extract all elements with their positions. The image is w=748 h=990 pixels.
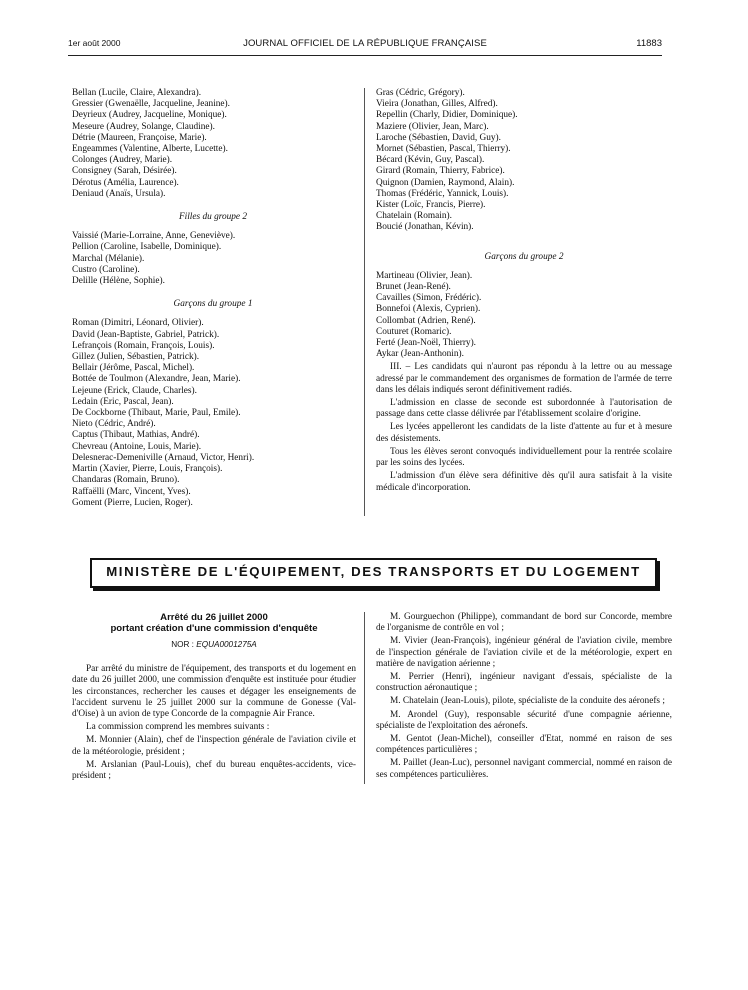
- name-entry: Aykar (Jean-Anthonin).: [376, 349, 464, 360]
- name-entry: Ledain (Eric, Pascal, Jean).: [72, 396, 174, 407]
- name-entry: Goment (Pierre, Lucien, Roger).: [72, 497, 193, 508]
- name-entry: Vaissié (Marie-Lorraine, Anne, Geneviève).: [72, 231, 236, 242]
- paragraph: L'admission d'un élève sera définitive dès qu'il aura satisfait à la visite médicale d'incorporation.: [376, 471, 672, 493]
- arrete-left-column: [72, 612, 356, 784]
- paragraph: L'admission en classe de seconde est subordonnée à l'autorisation de passage dans cette classe délivrée par l'établissement scolaire d'origine.: [376, 398, 672, 420]
- name-entry: Delesnerac-Demeniville (Arnaud, Victor, Henri).: [72, 452, 255, 463]
- left-column: [72, 88, 354, 509]
- paragraph: M. Chatelain (Jean-Louis), pilote, spécialiste de la conduite des aéronefs ;: [390, 696, 665, 707]
- name-entry: Nieto (Cédric, André).: [72, 419, 156, 430]
- name-entry: Delille (Hélène, Sophie).: [72, 276, 165, 287]
- paragraph: M. Arslanian (Paul-Louis), chef du bureau enquêtes-accidents, vice-président ;: [72, 759, 356, 782]
- name-entry: Bottée de Toulmon (Alexandre, Jean, Marie).: [72, 374, 241, 385]
- name-entry: Raffaëlli (Marc, Vincent, Yves).: [72, 486, 191, 497]
- paragraph: M. Monnier (Alain), chef de l'inspection générale de l'aviation civile et de la météorologie, président ;: [72, 735, 356, 757]
- name-entry: Gras (Cédric, Grégory).: [376, 88, 465, 98]
- page-header: [68, 38, 662, 52]
- right-column: [376, 88, 672, 496]
- name-list-top-right: [376, 88, 672, 234]
- right-paragraphs: [376, 362, 672, 493]
- name-entry: David (Jean-Baptiste, Gabriel, Patrick).: [72, 329, 220, 340]
- header-rule: [68, 55, 662, 56]
- name-entry: Cavailles (Simon, Frédéric).: [376, 293, 482, 304]
- paragraph: Les lycées appelleront les candidats de la liste d'attente au fur et à mesure des désistements.: [376, 422, 672, 444]
- name-entry: Couturet (Romaric).: [376, 326, 452, 337]
- name-entry: Martineau (Olivier, Jean).: [376, 270, 473, 281]
- name-entry: Dérotus (Amélia, Laurence).: [72, 177, 179, 188]
- nor-code: EQUA0001275A: [196, 640, 257, 649]
- nor-reference: [72, 639, 356, 650]
- name-entry: Boucié (Jonathan, Kévin).: [376, 222, 474, 233]
- name-entry: Gressier (Gwenaëlle, Jacqueline, Jeanine).: [72, 99, 230, 110]
- name-entry: Custro (Caroline).: [72, 264, 140, 275]
- name-entry: Collombat (Adrien, René).: [376, 315, 476, 326]
- name-entry: Gillez (Julien, Sébastien, Patrick).: [72, 352, 200, 363]
- name-entry: Chevreau (Antoine, Louis, Marie).: [72, 441, 202, 452]
- name-entry: Quignon (Damien, Raymond, Alain).: [376, 177, 515, 188]
- column-divider: [364, 88, 365, 516]
- arrete-right-column: [376, 612, 672, 783]
- name-entry: Martin (Xavier, Pierre, Louis, François).: [72, 464, 223, 475]
- name-entry: Mornet (Sébastien, Pascal, Thierry).: [376, 144, 511, 155]
- name-entry: Détrie (Maureen, Françoise, Marie).: [72, 132, 207, 143]
- paragraph: M. Paillet (Jean-Luc), personnel navigant commercial, nommé en raison de ses compétences particulières.: [376, 758, 672, 780]
- name-entry: Brunet (Jean-René).: [376, 282, 451, 293]
- header-page-number: 11883: [636, 38, 662, 49]
- name-entry: Consigney (Sarah, Désirée).: [72, 166, 177, 177]
- arrete-right-paragraphs: [376, 612, 672, 781]
- name-entry: Ferté (Jean-Noël, Thierry).: [376, 338, 476, 349]
- group-title-garcons-2: Garçons du groupe 2: [484, 251, 564, 262]
- name-list-garcons-2: [376, 271, 672, 361]
- paragraph: Par arrêté du ministre de l'équipement, des transports et du logement en date du 26 juillet 2000, une commission d'enquête est instituée pour étudier les circonstances, rechercher les causes et dégager les enseignements de l'accident survenu le 25 juillet 2000 sur la commune de Gonesse (Val-d'Oise) à un avion de type Concorde de la compagnie Air France.: [72, 664, 356, 720]
- paragraph: III. – Les candidats qui n'auront pas répondu à la lettre ou au message adressé par le commandement des organismes de formation de l'armée de terre dans les délais indiqués seront définitivement radiés.: [376, 362, 672, 395]
- name-entry: Captus (Thibaut, Mathias, André).: [72, 430, 200, 441]
- name-list-top-left: [72, 88, 354, 200]
- paragraph: M. Gourguechon (Philippe), commandant de bord sur Concorde, membre de l'organisme de contrôle en vol ;: [376, 612, 672, 634]
- name-entry: Bécard (Kévin, Guy, Pascal).: [376, 155, 485, 166]
- name-entry: Bellan (Lucile, Claire, Alexandra).: [72, 88, 202, 98]
- group-title-filles-2: Filles du groupe 2: [178, 212, 248, 223]
- name-entry: Bellair (Jérôme, Pascal, Michel).: [72, 363, 195, 374]
- name-entry: Repellin (Charly, Didier, Dominique).: [376, 110, 518, 121]
- ministry-banner: [90, 558, 657, 588]
- paragraph: M. Vivier (Jean-François), ingénieur général de l'aviation civile, membre de l'inspection générale de l'aviation civile et de la météorologie, expert en matière de navigation aérienne ;: [376, 636, 672, 669]
- name-entry: Marchal (Mélanie).: [72, 253, 145, 264]
- name-entry: Lejeune (Erick, Claude, Charles).: [72, 385, 197, 396]
- header-date: 1er août 2000: [68, 38, 121, 48]
- name-entry: Kister (Loïc, Francis, Pierre).: [376, 200, 486, 211]
- arrete-title-line1: Arrêté du 26 juillet 2000: [160, 612, 268, 623]
- name-entry: Bonnefoi (Alexis, Cyprien).: [376, 304, 481, 315]
- name-entry: Thomas (Frédéric, Yannick, Louis).: [376, 188, 509, 199]
- arrete-left-paragraphs: [72, 664, 356, 782]
- name-entry: Roman (Dimitri, Léonard, Olivier).: [72, 318, 204, 329]
- name-entry: Meseure (Audrey, Solange, Claudine).: [72, 121, 215, 132]
- paragraph: M. Perrier (Henri), ingénieur navigant d'essais, spécialiste de la construction aéronautique ;: [376, 672, 672, 694]
- name-entry: Maziere (Olivier, Jean, Marc).: [376, 121, 489, 132]
- name-list-garcons-1: [72, 318, 354, 508]
- name-entry: Pellion (Caroline, Isabelle, Dominique).: [72, 242, 222, 253]
- arrete-title-line2: portant création d'une commission d'enquête: [110, 623, 318, 634]
- name-entry: Girard (Romain, Thierry, Fabrice).: [376, 166, 505, 177]
- name-entry: De Cockborne (Thibaut, Marie, Paul, Emile).: [72, 408, 241, 419]
- paragraph: M. Gentot (Jean-Michel), conseiller d'Etat, nommé en raison de ses compétences particulières ;: [376, 734, 672, 756]
- nor-label: NOR :: [171, 640, 194, 649]
- name-entry: Lefrançois (Romain, François, Louis).: [72, 340, 215, 351]
- header-journal-title: JOURNAL OFFICIEL DE LA RÉPUBLIQUE FRANÇAISE: [243, 38, 487, 49]
- paragraph: M. Arondel (Guy), responsable sécurité d'une compagnie aérienne, spécialiste de l'exploitation des aéronefs.: [376, 709, 672, 731]
- column-divider-lower: [364, 612, 365, 784]
- name-entry: Engeammes (Valentine, Alberte, Lucette).: [72, 144, 228, 155]
- name-entry: Vieira (Jonathan, Gilles, Alfred).: [376, 99, 498, 110]
- name-entry: Chandaras (Romain, Bruno).: [72, 475, 180, 486]
- paragraph: La commission comprend les membres suivants :: [86, 722, 270, 733]
- name-list-filles-2: [72, 231, 354, 287]
- name-entry: Deniaud (Anaïs, Ursula).: [72, 188, 166, 199]
- paragraph: Tous les élèves seront convoqués individuellement pour la rentrée scolaire par les soins des lycées.: [376, 446, 672, 469]
- group-title-garcons-1: Garçons du groupe 1: [173, 299, 253, 310]
- name-entry: Chatelain (Romain).: [376, 211, 452, 222]
- name-entry: Colonges (Audrey, Marie).: [72, 155, 173, 166]
- ministry-title: MINISTÈRE DE L'ÉQUIPEMENT, DES TRANSPORTS ET DU LOGEMENT: [106, 564, 641, 579]
- name-entry: Deyrieux (Audrey, Jacqueline, Monique).: [72, 110, 227, 121]
- name-entry: Laroche (Sébastien, David, Guy).: [376, 132, 501, 143]
